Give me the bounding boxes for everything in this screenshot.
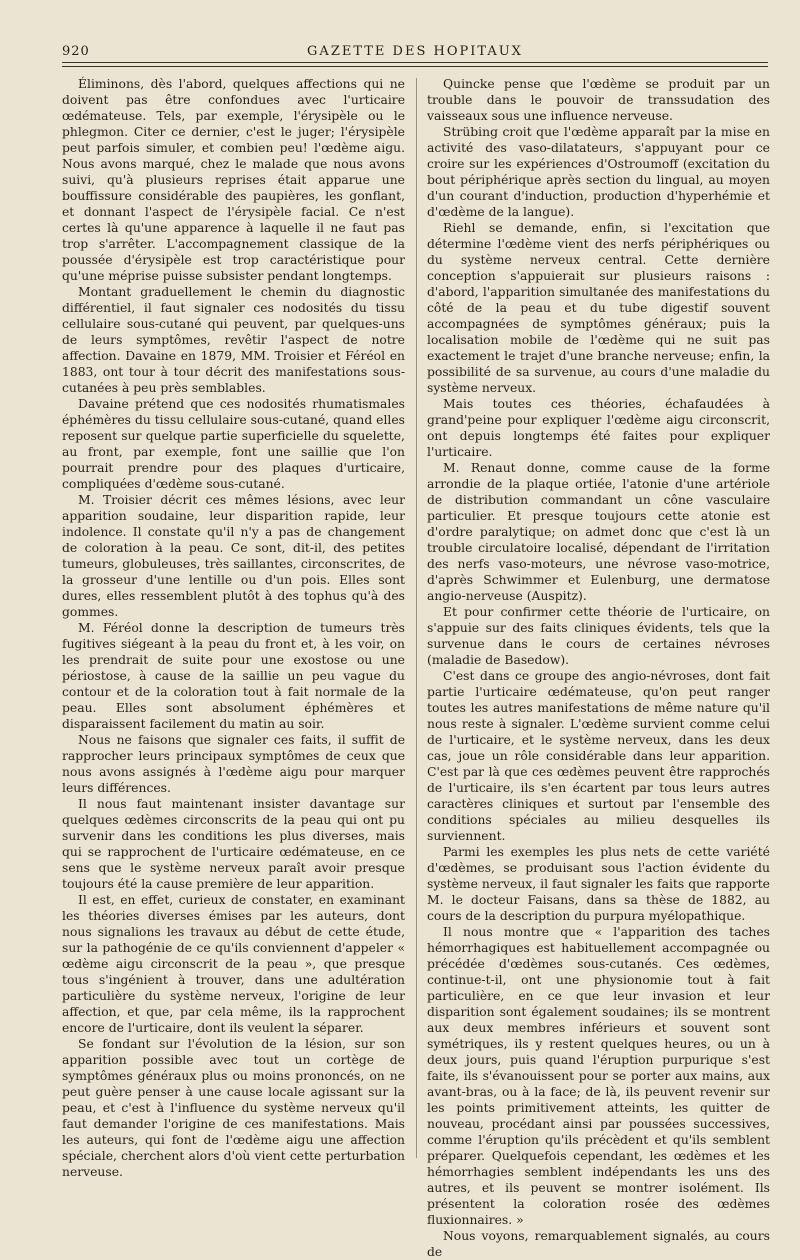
paragraph: M. Renaut donne, comme cause de la forme arrondie de la plaque ortiée, l'atonie d'une artériole de distribution commandant un cône vasculaire particulier. Et presque toujours cette atonie est d'ordre paralytique; on admet donc que c'est là un trouble circulatoire localisé, dépendant de l'irritation des nerfs vaso-moteurs, une névrose vaso-motrice, d'après Schwimmer et Eulenburg, une dermatose angio-nerveuse (Auspitz). [427,461,770,603]
paragraph: Mais toutes ces théories, échafaudées à grand'peine pour expliquer l'œdème aigu circonscrit, ont depuis longtemps été faites pour expliquer l'urticaire. [427,397,770,459]
page-number: 920 [62,44,90,59]
paragraph: Et pour confirmer cette théorie de l'urticaire, on s'appuie sur des faits cliniques évidents, tels que la survenue dans le cours de certaines névroses (maladie de Basedow). [427,605,770,667]
paragraph: Riehl se demande, enfin, si l'excitation que détermine l'œdème vient des nerfs périphériques ou du système nerveux central. Cette dernière conception s'appuierait sur plusieurs raisons : d'abord, l'apparition simultanée des manifestations du côté de la peau et du tube digestif souvent accompagnées de symptômes généraux; puis la localisation mobile de l'œdème qui ne suit pas exactement le trajet d'une branche nerveuse; enfin, la possibilité de sa survenue, au cours d'une maladie du système nerveux. [427,221,770,395]
paragraph: C'est dans ce groupe des angio-névroses, dont fait partie l'urticaire œdémateuse, qu'on peut ranger toutes les autres manifestations de même nature qu'il nous reste à signaler. L'œdème survient comme celui de l'urticaire, et le système nerveux, dans les deux cas, joue un rôle considérable dans leur apparition. C'est par là que ces œdèmes peuvent être rapprochés de l'urticaire, ils s'en écartent par tous leurs autres caractères cliniques et surtout par l'ensemble des conditions spéciales au milieu desquelles ils surviennent. [427,669,770,843]
paragraph: Nous ne faisons que signaler ces faits, il suffit de rapprocher leurs principaux symptômes de ceux que nous avons assignés à l'œdème aigu pour marquer leurs différences. [62,733,405,795]
paragraph: Parmi les exemples les plus nets de cette variété d'œdèmes, se produisant sous l'action évidente du système nerveux, il faut signaler les faits que rapporte M. le docteur Faisans, dans sa thèse de 1882, au cours de la description du purpura myélopathique. [427,845,770,923]
paragraph: Nous voyons, remarquablement signalés, au cours de [427,1229,770,1259]
journal-title: GAZETTE DES HOPITAUX [307,44,523,59]
header-rule-top [62,62,768,63]
header-rule-bottom [62,66,768,67]
paragraph: Montant graduellement le chemin du diagnostic différentiel, il faut signaler ces nodosités du tissu cellulaire sous-cutané qui peuvent, par quelques-uns de leurs symptômes, revêtir l'aspect de notre affection. Davaine en 1879, MM. Troisier et Féréol en 1883, ont tour à tour décrit des manifestations sous-cutanées à peu près semblables. [62,285,405,395]
left-column [62,76,405,1180]
paragraph: M. Féréol donne la description de tumeurs très fugitives siégeant à la peau du front et, à les voir, on les prendrait de suite pour une exostose ou une périostose, à cause de la saillie un peu vague du contour et de la coloration tout à fait normale de la peau. Elles sont absolument éphémères et disparaissent facilement du matin au soir. [62,621,405,731]
paragraph: Il est, en effet, curieux de constater, en examinant les théories diverses émises par les auteurs, dont nous signalions les travaux au début de cette étude, sur la pathogénie de ce qu'ils conviennent d'appeler « œdème aigu circonscrit de la peau », que presque tous s'ingénient à trouver, dans une adultération particulière du système nerveux, l'origine de leur affection, et que, par cela même, ils la rapprochent encore de l'urticaire, dont ils veulent la séparer. [62,893,405,1035]
paragraph: Davaine prétend que ces nodosités rhumatismales éphémères du tissu cellulaire sous-cutané, quand elles reposent sur quelque partie superficielle du squelette, au front, par exemple, font une saillie que l'on pourrait prendre pour des plaques d'urticaire, compliquées d'œdème sous-cutané. [62,397,405,491]
running-header [62,40,768,62]
paragraph: M. Troisier décrit ces mêmes lésions, avec leur apparition soudaine, leur disparition rapide, leur indolence. Il constate qu'il n'y a pas de changement de coloration à la peau. Ce sont, dit-il, des petites tumeurs, globuleuses, très saillantes, circonscrites, de la grosseur d'une lentille ou d'un pois. Elles sont dures, elles ressemblent plutôt à des tophus qu'à des gommes. [62,493,405,619]
column-divider [416,78,417,1158]
paragraph: Strübing croit que l'œdème apparaît par la mise en activité des vaso-dilatateurs, s'appuyant pour ce croire sur les expériences d'Ostroumoff (excitation du bout périphérique après section du lingual, au moyen d'un courant d'induction, production d'hyperhémie et d'œdème de la langue). [427,125,770,219]
paragraph: Éliminons, dès l'abord, quelques affections qui ne doivent pas être confondues avec l'urticaire œdémateuse. Tels, par exemple, l'érysipèle ou le phlegmon. Citer ce dernier, c'est le juger; l'érysipèle peut parfois simuler, et combien peu! l'œdème aigu. Nous avons marqué, chez le malade que nous avons suivi, qu'à plusieurs reprises était apparue une bouffissure considérable des paupières, les gonflant, et donnant l'aspect de l'érysipèle facial. Ce n'est certes là qu'une apparence à laquelle il ne faut pas trop s'arrêter. L'accompagnement classique de la poussée d'érysipèle est trop caractéristique pour qu'une méprise puisse subsister pendant longtemps. [62,77,405,283]
right-column [427,76,770,1260]
paragraph: Il nous faut maintenant insister davantage sur quelques œdèmes circonscrits de la peau qui ont pu survenir dans les conditions les plus diverses, mais qui se rapprochent de l'urticaire œdémateuse, en ce sens que le système nerveux paraît avoir presque toujours été la cause première de leur apparition. [62,797,405,891]
paragraph: Il nous montre que « l'apparition des taches hémorrhagiques est habituellement accompagnée ou précédée d'œdèmes sous-cutanés. Ces œdèmes, continue-t-il, ont une physionomie tout à fait particulière, en ce que leur invasion et leur disparition sont également soudaines; ils se montrent aux deux membres inférieurs et souvent sont symétriques, ils y restent quelques heures, ou un à deux jours, puis quand l'éruption purpurique s'est faite, ils s'évanouissent pour se porter aux mains, aux avant-bras, ou à la face; de là, ils peuvent revenir sur les points primitivement atteints, les quitter de nouveau, procédant ainsi par poussées successives, comme l'éruption qu'ils précèdent et qu'ils semblent préparer. Quelquefois cependant, les œdèmes et les hémorrhagies semblent indépendants les uns des autres, et ils peuvent se montrer isolément. Ils présentent la coloration rosée des œdèmes fluxionnaires. » [427,925,770,1227]
paragraph: Quincke pense que l'œdème se produit par un trouble dans le pouvoir de transsudation des vaisseaux sous une influence nerveuse. [427,77,770,123]
paragraph: Se fondant sur l'évolution de la lésion, sur son apparition possible avec tout un cortège de symptômes généraux plus ou moins prononcés, on ne peut guère penser à une cause locale agissant sur la peau, et c'est à l'influence du système nerveux qu'il faut demander l'origine de ces manifestations. Mais les auteurs, qui font de l'œdème aigu une affection spéciale, cherchent alors d'où vient cette perturbation nerveuse. [62,1037,405,1179]
